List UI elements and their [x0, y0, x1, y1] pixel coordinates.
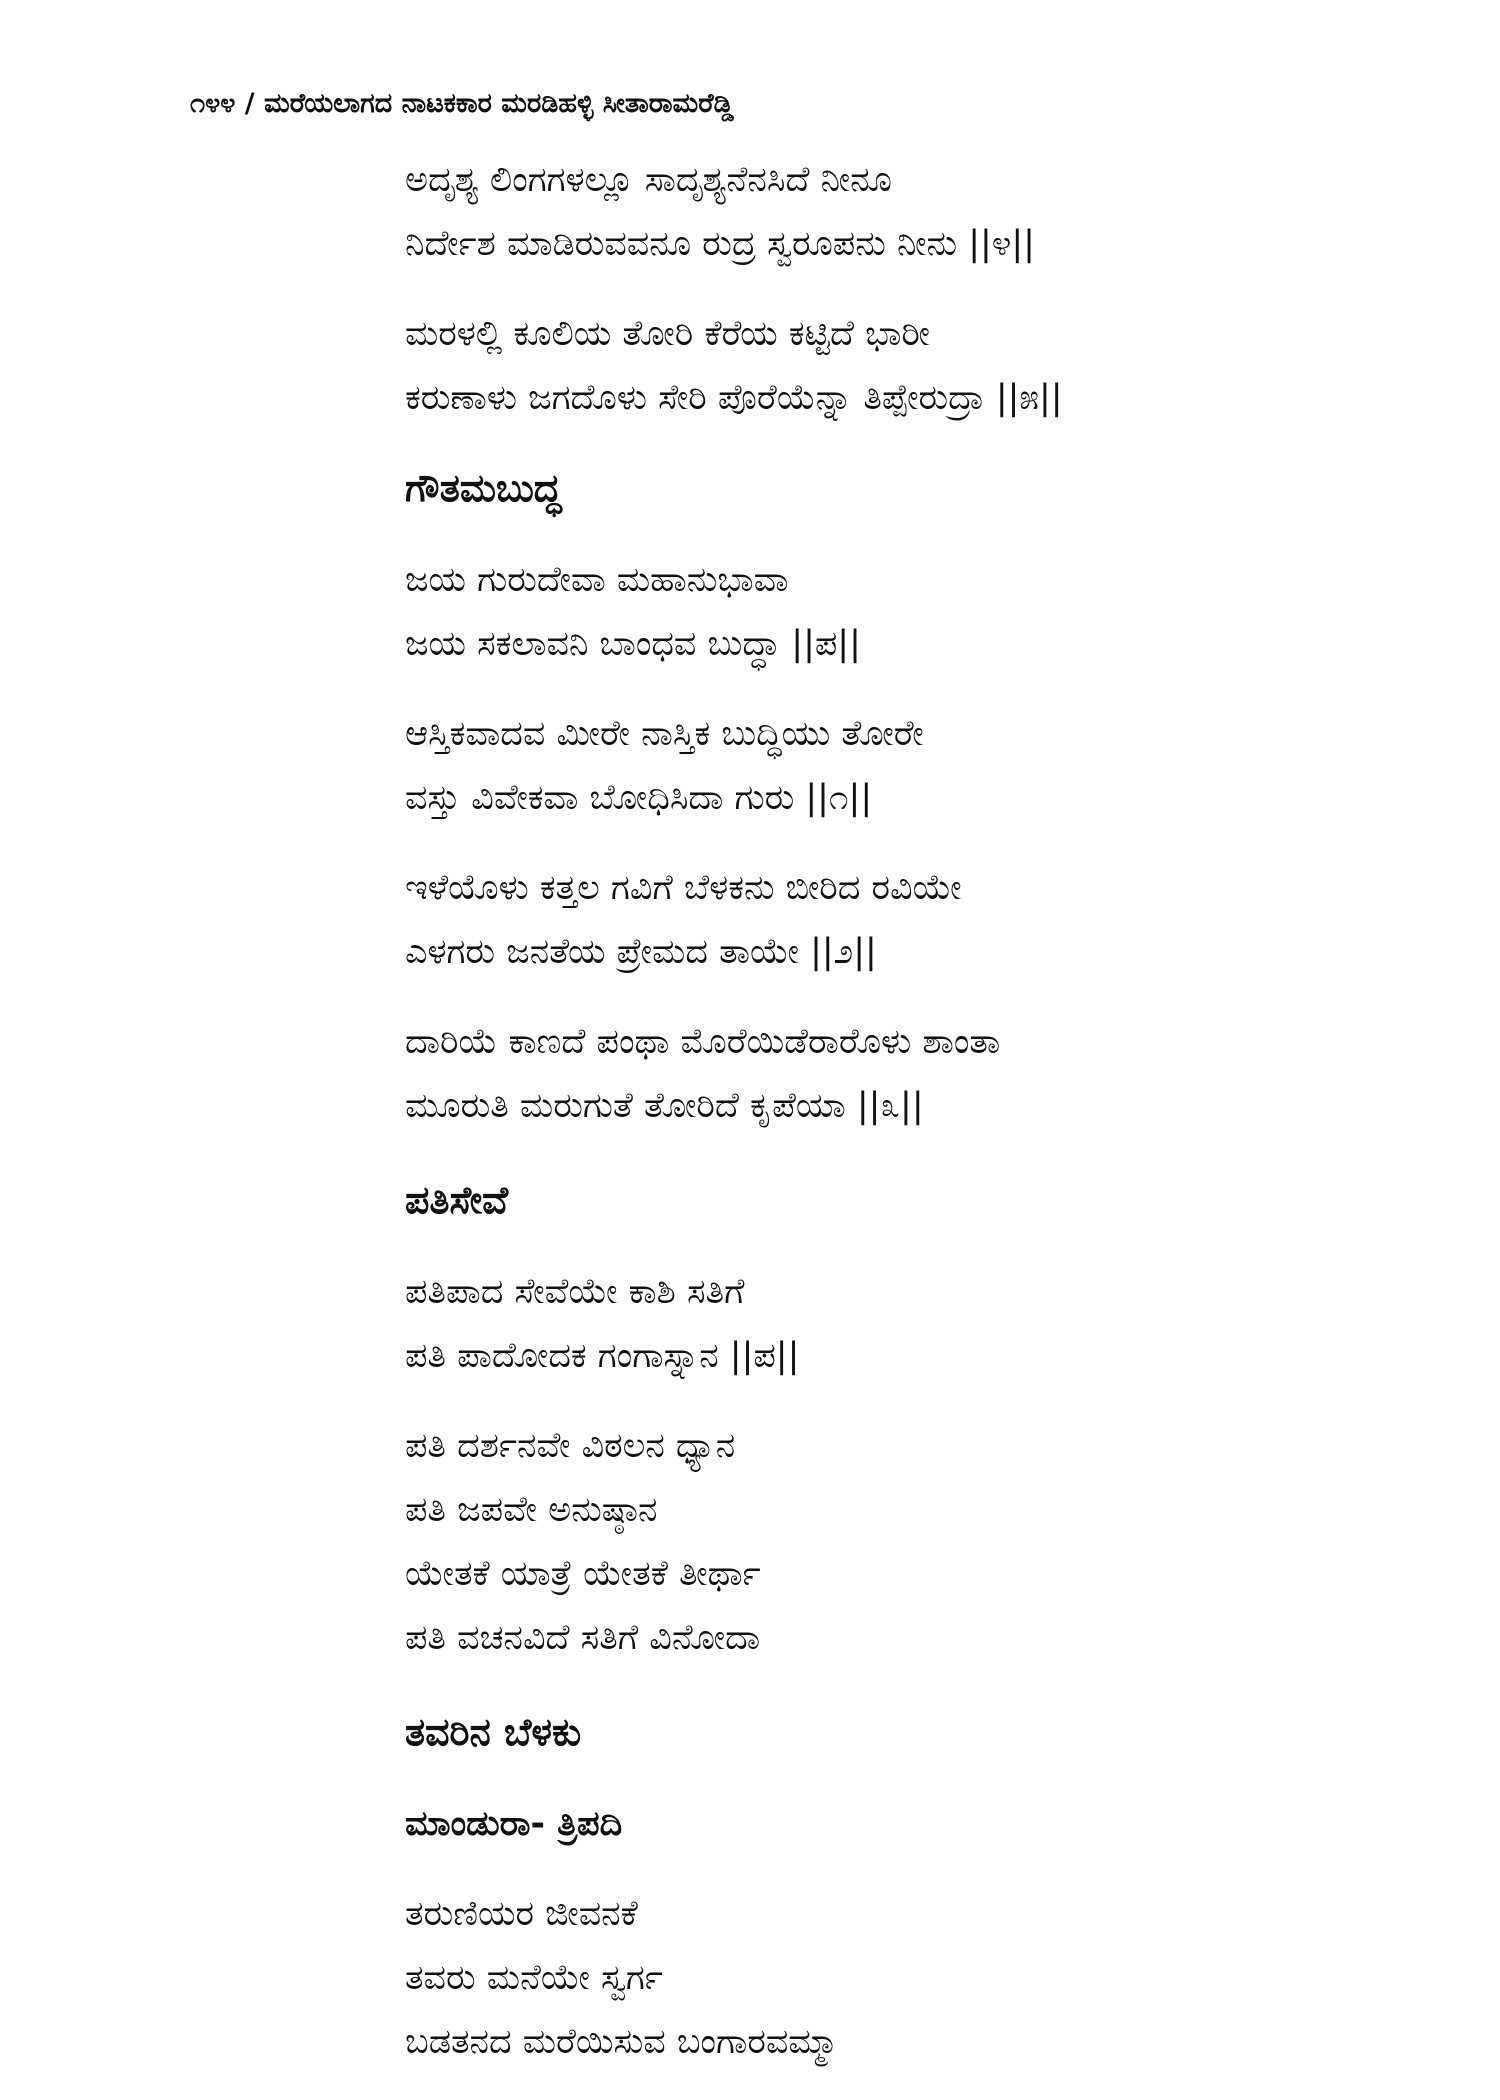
section-heading-patiseve: ಪತಿಸೇವೆ [405, 1178, 509, 1222]
running-head: ೧೪೪ / ಮರೆಯಲಾಗದ ನಾಟಕಕಾರ ಮರಡಿಹಳ್ಳಿ ಸೀತಾರಾಮರೆಡ್ಡಿ [190, 88, 734, 119]
verse-line: ಯೇತಕೆ ಯಾತ್ರೆ ಯೇತಕೆ ತೀರ್ಥಾ [405, 1554, 761, 1594]
section-subheading: ಮಾಂಡುರಾ- ತ್ರಿಪದಿ [405, 1804, 623, 1844]
verse-line: ನಿರ್ದೇಶ ಮಾಡಿರುವವನೂ ರುದ್ರ ಸ್ವರೂಪನು ನೀನು ||೪|| [405, 224, 1035, 264]
verse-line: ಪತಿಪಾದ ಸೇವೆಯೇ ಕಾಶಿ ಸತಿಗೆ [405, 1272, 745, 1312]
stanza [405, 1414, 1405, 1670]
stanza [405, 702, 1405, 830]
page-content [405, 148, 1405, 2100]
verse-line: ಇಳೆಯೊಳು ಕತ್ತಲ ಗವಿಗೆ ಬೆಳಕನು ಬೀರಿದ ರವಿಯೇ [405, 868, 962, 908]
verse-line: ಪತಿ ಜಪವೇ ಅನುಷ್ಠಾನ [405, 1490, 658, 1530]
stanza [405, 148, 1405, 276]
stanza [405, 1882, 1405, 2074]
verse-line: ಮೂರುತಿ ಮರುಗುತೆ ತೋರಿದೆ ಕೃಪೆಯಾ ||೩|| [405, 1086, 924, 1126]
verse-line: ವಸ್ತು ವಿವೇಕವಾ ಬೋಧಿಸಿದಾ ಗುರು ||೧|| [405, 778, 873, 818]
verse-line: ಆಸ್ತಿಕವಾದವ ಮೀರೇ ನಾಸ್ತಿಕ ಬುದ್ಧಿಯು ತೋರೇ [405, 714, 924, 754]
verse-line: ಬಡತನದ ಮರೆಯಿಸುವ ಬಂಗಾರವಮ್ಮಾ [405, 2022, 839, 2062]
verse-line: ದಾರಿಯೆ ಕಾಣದೆ ಪಂಥಾ ಮೊರೆಯಿಡೆರಾರೊಳು ಶಾಂತಾ [405, 1022, 1001, 1062]
verse-line: ತರುಣಿಯರ ಜೀವನಕೆ [405, 1894, 638, 1934]
verse-line: ಪತಿ ವಚನವಿದೆ ಸತಿಗೆ ವಿನೋದಾ [405, 1618, 761, 1658]
verse-line: ಕರುಣಾಳು ಜಗದೊಳು ಸೇರಿ ಪೊರೆಯೆನ್ನಾ ತಿಪ್ಪೇರುದ್ರಾ ||೫|| [405, 378, 1063, 418]
section-heading-tavarina: ತವರಿನ ಬೆಳಕು [405, 1710, 582, 1754]
stanza [405, 302, 1405, 430]
stanza [405, 1010, 1405, 1138]
verse-line: ಎಳಗರು ಜನತೆಯ ಪ್ರೇಮದ ತಾಯೇ ||೨|| [405, 932, 877, 972]
verse-line: ಮರಳಲ್ಲಿ ಕೂಲಿಯ ತೋರಿ ಕೆರೆಯ ಕಟ್ಟಿದೆ ಭಾರೀ [405, 314, 930, 354]
verse-line: ಅದೃಶ್ಯ ಲಿಂಗಗಳಲ್ಲೂ ಸಾದೃಶ್ಯನೆನಸಿದೆ ನೀನೂ [405, 160, 892, 200]
verse-line: ಪತಿ ಪಾದೋದಕ ಗಂಗಾಸ್ನಾನ ||ಪ|| [405, 1336, 800, 1376]
verse-line: ಜಯ ಗುರುದೇವಾ ಮಹಾನುಭಾವಾ [405, 560, 789, 600]
verse-line: ತವರು ಮನೆಯೇ ಸ್ವರ್ಗ [405, 1958, 663, 1998]
section-heading-gautama: ಗೌತಮಬುದ್ಧ [405, 466, 562, 510]
stanza [405, 548, 1405, 676]
verse-line: ಪತಿ ದರ್ಶನವೇ ವಿಠಲನ ಧ್ಯಾನ [405, 1426, 736, 1466]
verse-line: ಜಯ ಸಕಲಾವನಿ ಬಾಂಧವ ಬುದ್ಧಾ ||ಪ|| [405, 624, 861, 664]
stanza [405, 1260, 1405, 1388]
stanza [405, 856, 1405, 984]
